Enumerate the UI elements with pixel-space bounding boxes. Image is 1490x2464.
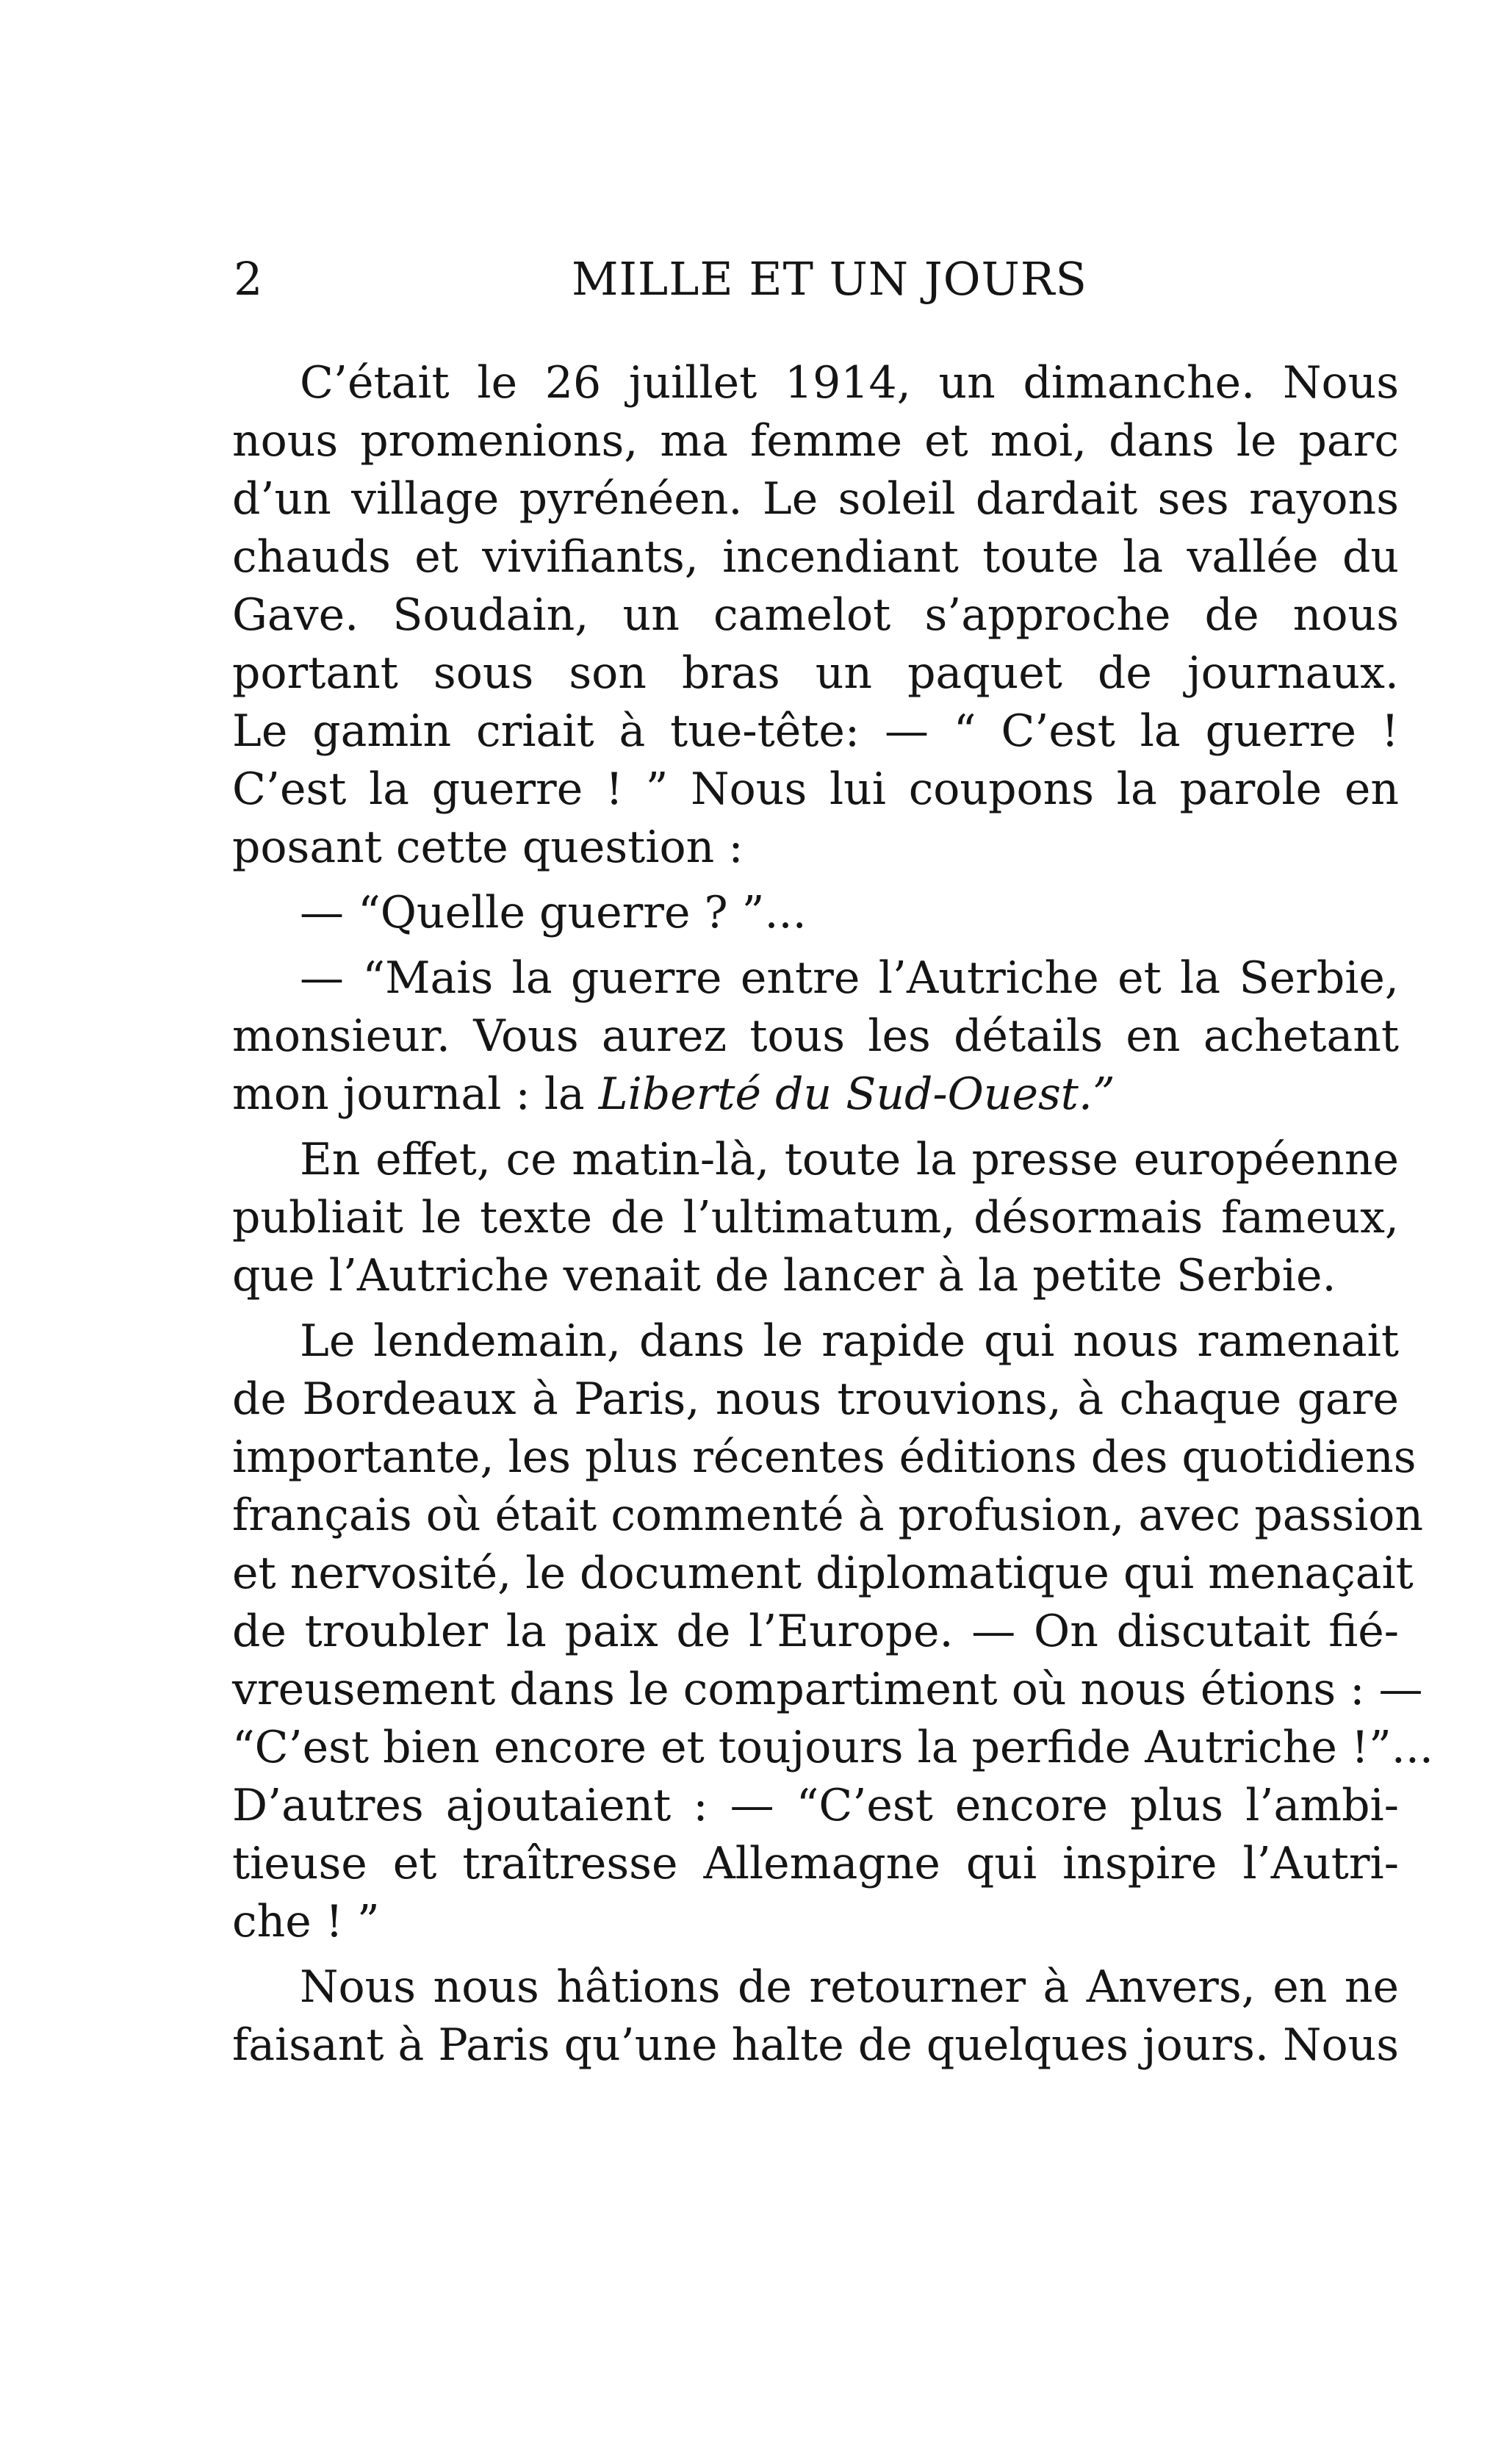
text-line: importante, les plus récentes éditions des quotidiens bbox=[232, 1432, 1417, 1483]
text-line bbox=[232, 1066, 1399, 1124]
text-line: Gave. Soudain, un camelot s’approche de nous bbox=[232, 589, 1399, 641]
text-line: En effet, ce matin-là, toute la presse européenne bbox=[300, 1134, 1399, 1185]
text-line: faisant à Paris qu’une halte de quelques jours. Nous bbox=[232, 2019, 1400, 2071]
text-line: chauds et vivifiants, incendiant toute la vallée du bbox=[232, 531, 1399, 583]
text-line: de Bordeaux à Paris, nous trouvions, à chaque gare bbox=[232, 1373, 1399, 1425]
text-line: et nervosité, le document diplomatique qui menaçait bbox=[232, 1548, 1414, 1599]
text-line: de troubler la paix de l’Europe. — On discutait fié- bbox=[232, 1606, 1399, 1657]
text-line: nous promenions, ma femme et moi, dans le parc bbox=[232, 415, 1399, 467]
text-line: vreusement dans le compartiment où nous étions : — bbox=[232, 1664, 1423, 1715]
text-line: Le gamin criait à tue-tête: — “ C’est la guerre ! bbox=[232, 705, 1399, 757]
text-line: tieuse et traîtresse Allemagne qui inspire l’Autri- bbox=[232, 1838, 1399, 1889]
text-line: français où était commenté à profusion, avec passion bbox=[232, 1490, 1424, 1541]
newspaper-title: Liberté du Sud-Ouest.” bbox=[598, 1068, 1115, 1120]
page-number: 2 bbox=[234, 252, 263, 306]
text-line: C’était le 26 juillet 1914, un dimanche. Nous bbox=[300, 357, 1399, 409]
text-line: D’autres ajoutaient : — “C’est encore plus l’ambi- bbox=[232, 1780, 1399, 1831]
text-line: — “Mais la guerre entre l’Autriche et la Serbie, bbox=[300, 952, 1399, 1004]
text-line: monsieur. Vous aurez tous les détails en achetant bbox=[232, 1010, 1399, 1062]
text-segment: mon journal : la bbox=[232, 1068, 599, 1120]
text-line: publiait le texte de l’ultimatum, désormais fameux, bbox=[232, 1192, 1399, 1243]
text-line: Le lendemain, dans le rapide qui nous ramenait bbox=[300, 1315, 1399, 1367]
running-head bbox=[234, 246, 1396, 312]
text-line: portant sous son bras un paquet de journaux. bbox=[232, 647, 1399, 699]
text-line: C’est la guerre ! ” Nous lui coupons la parole en bbox=[232, 764, 1399, 815]
text-line: Nous nous hâtions de retourner à Anvers, en ne bbox=[300, 1961, 1399, 2013]
body-text bbox=[232, 354, 1433, 2075]
text-line: “C’est bien encore et toujours la perfide Autriche !”... bbox=[232, 1722, 1433, 1773]
text-line: posant cette question : bbox=[232, 822, 744, 873]
text-line: d’un village pyrénéen. Le soleil dardait ses rayons bbox=[232, 473, 1399, 525]
text-line: che ! ” bbox=[232, 1896, 380, 1947]
text-line: — “Quelle guerre ? ”... bbox=[300, 887, 807, 938]
text-line: que l’Autriche venait de lancer à la petite Serbie. bbox=[232, 1250, 1336, 1301]
running-title: MILLE ET UN JOURS bbox=[572, 252, 1087, 306]
